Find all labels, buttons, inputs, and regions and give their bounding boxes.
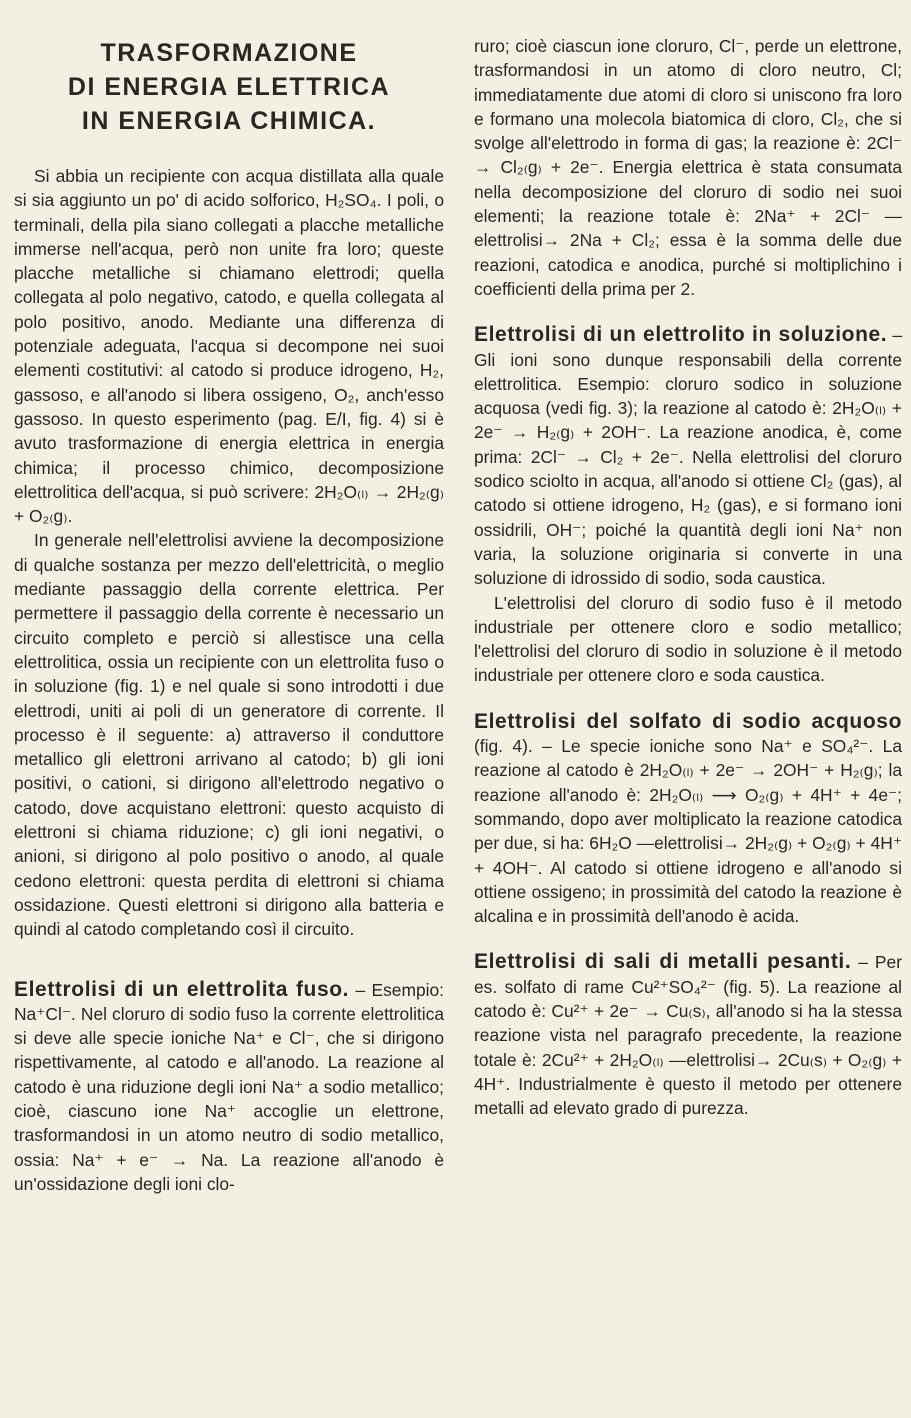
paragraph-metodo-industriale: L'elettrolisi del cloruro di sodio fuso è il metodo industriale per ottenere cloro e sodio metallico; l'elettrolisi del cloruro di sodio in soluzione è il metodo industriale per ottenere cloro e soda caustica. [474, 592, 902, 686]
section-metalli-pesanti [474, 950, 902, 1120]
right-column [474, 0, 902, 1120]
paragraph-elettrolisi-generale: In generale nell'elettrolisi avviene la decomposizione di qualche sostanza per mezzo dell'elettricità, o meglio mediante passaggio della corrente elettrica. Per permettere il passaggio della corrente è necessario un circuito completo e perciò si allestisce una cella elettrolitica, ossia un recipiente con un elettrolita fuso o in soluzione (fig. 1) e nel quale si sono introdotti i due elettrodi, uniti ai poli di un generatore di corrente. Il processo è il seguente: a) attraverso il conduttore metallico gli elettroni arrivano al catodo; b) gli ioni positivi, o cationi, si dirigono all'elettrodo negativo o catodo, dove acquistano elettroni: questo acquisto di elettroni si chiama riduzione; c) gli ioni negativi, o anioni, si dirigono al polo positivo o anodo, al quale cedono elettroni: questa perdita di elettroni si chiama ossidazione. Questi elettroni si dirigono alla batteria e quindi al catodo completando così il circuito. [14, 530, 444, 940]
section-heading-solfato-sodio: Elettrolisi del solfato di sodio acquoso [474, 709, 902, 733]
section-heading-elettrolita-fuso: Elettrolisi di un elettrolita fuso. [14, 977, 350, 1001]
title-line-2: DI ENERGIA ELETTRICA [67, 73, 391, 101]
section-body-elettrolito-soluzione: – Gli ioni sono dunque responsabili della corrente elettrolitica. Esempio: cloruro sodico in soluzione acquosa (vedi fig. 3); la reazione al catodo è: 2H₂O₍ₗ₎ + 2e⁻ → H₂₍g₎ + 2OH⁻. La reazione anodica, è, come prima: 2Cl⁻ → Cl₂ + 2e⁻. Nella elettrolisi del cloruro sodico sciolto in acqua, all'anodo si ottiene Cl₂ (gas), al catodo si ottiene idrogeno, H₂ (gas), e si formano ioni ossidrili, OH⁻; poiché la quantità degli ioni Na⁺ non varia, la soluzione originaria si converte in una soluzione di idrossido di sodio, soda caustica. [474, 325, 902, 589]
paragraph-intro: Si abbia un recipiente con acqua distillata alla quale si sia aggiunto un po' di acido solforico, H₂SO₄. I poli, o terminali, della pila siano collegati a placche metalliche immerse nell'acqua, però non unite fra loro; queste placche metalliche si chiamano elettrodi; quella collegata al polo negativo, catodo, e quella collegata al polo positivo, anodo. Mediante una differenza di potenziale adeguata, l'acqua si decompone nei suoi elementi costitutivi: al catodo si produce idrogeno, H₂, gassoso, e all'anodo si libera ossigeno, O₂, anch'esso gassoso. In questo esperimento (pag. E/I, fig. 4) si è avuto trasformazione di energia elettrica in energia chimica; il processo chimico, decomposizione elettrolitica dell'acqua, si può scrivere: 2H₂O₍ₗ₎ → 2H₂₍g₎ + O₂₍g₎. [14, 166, 444, 527]
section-elettrolito-soluzione [474, 323, 902, 687]
section-body-metalli-pesanti: – Per es. solfato di rame Cu²⁺SO₄²⁻ (fig. 5). La reazione al catodo è: Cu²⁺ + 2e⁻ → Cu₍s₎, all'anodo si ha la stessa reazione vista nel paragrafo precedente, la reazione totale è: 2Cu²⁺ + 2H₂O₍ₗ₎ —elettrolisi→ 2Cu₍s₎ + O₂₍g₎ + 4H⁺. Industrialmente è questo il metodo per ottenere metalli ad elevato grado di purezza. [474, 952, 902, 1119]
section-heading-metalli-pesanti: Elettrolisi di sali di metalli pesanti. [474, 950, 852, 974]
section-solfato-sodio [474, 710, 902, 929]
title-line-3: IN ENERGIA CHIMICA. [81, 107, 377, 135]
section-heading-elettrolito-soluzione: Elettrolisi di un elettrolito in soluzione. [474, 323, 888, 347]
section-body-elettrolita-fuso: – Esempio: Na⁺Cl⁻. Nel cloruro di sodio fuso la corrente elettrolitica si deve alle specie ioniche Na⁺ e Cl⁻, che si dirigono rispettivamente, al catodo e all'anodo. La reazione al catodo è una riduzione degli ioni Na⁺ a sodio metallico; cioè, ciascuno ione Na⁺ accoglie un elettrone, trasformandosi in un atomo neutro di sodio metallico, ossia: Na⁺ + e⁻ → Na. La reazione all'anodo è un'ossidazione degli ioni clo- [14, 979, 444, 1194]
title-line-1: TRASFORMAZIONE [100, 39, 358, 67]
page-title [14, 36, 444, 138]
section-body-solfato-sodio: (fig. 4). – Le specie ioniche sono Na⁺ e SO₄²⁻. La reazione al catodo è 2H₂O₍ₗ₎ + 2e⁻ → 2OH⁻ + H₂₍g₎; la reazione all'anodo è: 2H₂O₍ₗ₎ ⟶ O₂₍g₎ + 4H⁺ + 4e⁻; sommando, dopo aver moltiplicato la reazione catodica per due, si ha: 6H₂O —elettrolisi→ 2H₂₍g₎ + O₂₍g₎ + 4H⁺ + 4OH⁻. Al catodo si ottiene idrogeno e all'anodo si ottiene ossigeno; in prossimità del catodo la reazione è alcalina e in prossimità dell'anodo è acida. [474, 736, 902, 927]
section-elettrolita-fuso [14, 978, 444, 1197]
paragraph-continuation [474, 34, 902, 301]
paragraph-cloruro: ruro; cioè ciascun ione cloruro, Cl⁻, perde un elettrone, trasformandosi in un atomo di cloro neutro, Cl; immediatamente due atomi di cloro si uniscono fra loro e formano una molecola biatomica di cloro, Cl₂, che si svolge all'elettrodo in forma di gas; la reazione è: 2Cl⁻ → Cl₂₍g₎ + 2e⁻. Energia elettrica è stata consumata nella decomposizione del cloruro di sodio nei suoi elementi; la reazione totale è: 2Na⁺ + 2Cl⁻ —elettrolisi→ 2Na + Cl₂; essa è la somma delle due reazioni, catodica e anodica, purché si moltiplichino i coefficienti della prima per 2. [474, 36, 902, 299]
left-column [14, 0, 444, 1196]
